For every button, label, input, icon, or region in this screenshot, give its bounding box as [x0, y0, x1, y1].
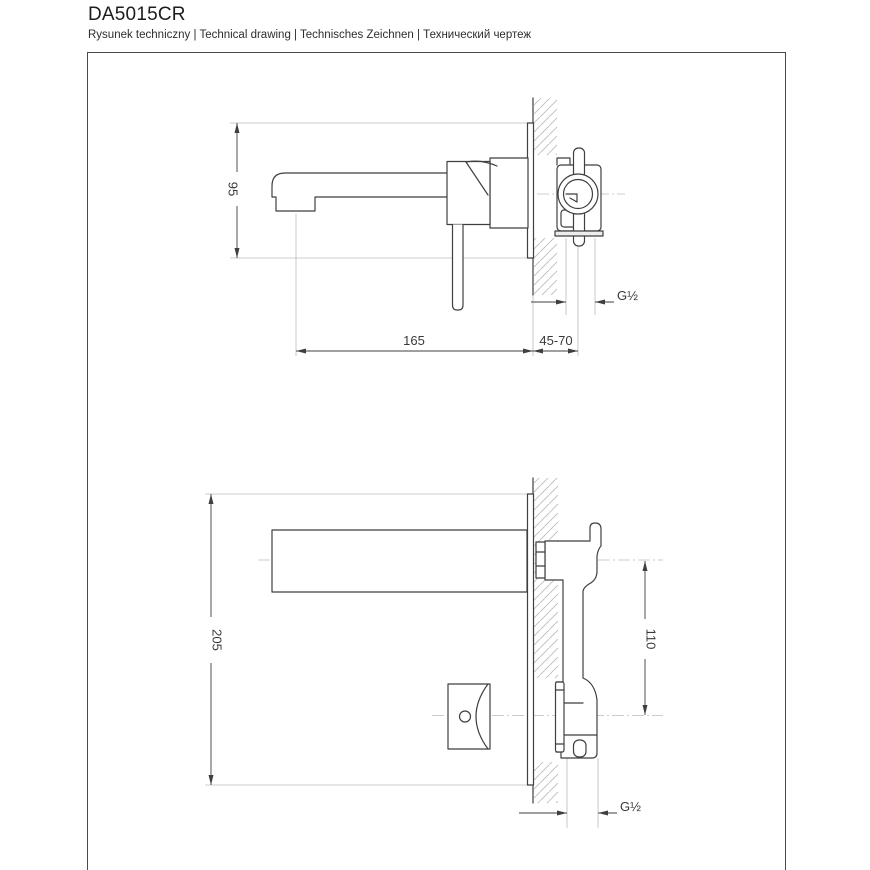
wall-hatch	[534, 238, 557, 295]
valve-flange	[556, 682, 565, 752]
valve-base-flange	[555, 231, 603, 236]
dim-label-spout-length: 165	[403, 333, 425, 348]
dim-label-plate-height-2: 205	[209, 629, 225, 651]
escutcheon	[490, 158, 528, 228]
dimension-110	[643, 561, 659, 715]
bottom-drawing-plan-view	[205, 478, 663, 828]
handle-lever	[453, 225, 464, 311]
cartridge-housing	[447, 162, 490, 225]
spout	[272, 530, 527, 592]
dim-label-axis-distance: 110	[643, 628, 659, 650]
wall-section	[533, 98, 557, 295]
drawing-subtitle: Rysunek techniczny | Technical drawing | Technisches Zeichnen | Технический чертеж	[88, 29, 532, 41]
dimension-45-70	[533, 333, 578, 354]
product-code: DA5015CR	[88, 4, 186, 25]
top-drawing-side-view	[226, 98, 639, 356]
handle-body	[448, 684, 490, 749]
concealed-valve-body	[555, 148, 603, 246]
union-nut	[536, 542, 545, 578]
dimension-205	[209, 494, 225, 785]
spout	[272, 173, 447, 211]
mixer-body	[447, 158, 528, 310]
dimension-165	[296, 333, 533, 354]
dim-label-thread-top: G½	[617, 288, 638, 303]
dim-label-mount-depth: 45-70	[539, 333, 573, 348]
wall-section	[533, 478, 558, 803]
wall-hatch	[534, 762, 558, 803]
dim-label-plate-height: 95	[225, 181, 241, 197]
dim-label-thread-bottom: G½	[620, 799, 641, 814]
dimension-95	[226, 123, 241, 258]
wall-hatch	[534, 98, 557, 155]
wall-plate	[528, 494, 534, 785]
outlet-slot	[574, 740, 587, 757]
set-screw	[460, 711, 471, 722]
